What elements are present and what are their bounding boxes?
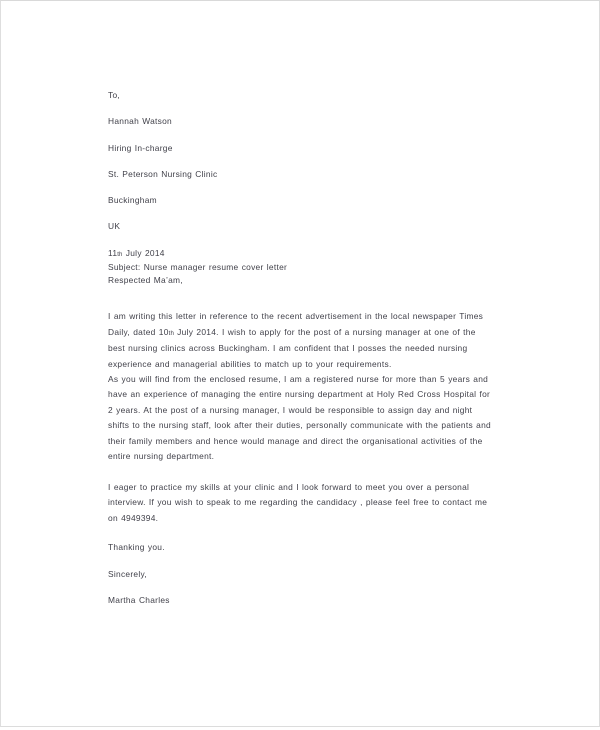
- closing-sender-name: Martha Charles: [108, 594, 170, 605]
- letter-date-ordinal: th: [117, 251, 123, 259]
- letter-body: [108, 309, 491, 526]
- recipient-organization: St. Peterson Nursing Clinic: [108, 168, 218, 179]
- letter-meta-block: [108, 247, 491, 288]
- body-paragraph-1-part-1: I am writing this letter in reference to the recent advertisement in the local newspaper Times Daily, dated 10: [108, 311, 484, 337]
- body-paragraph-2: As you will find from the enclosed resume, I am a registered nurse for more than 5 years and have an experience of managing the entire nursing department at Holy Red Cross Hospital for 2 years. At the post of a nursing manager, I would be responsible to assign day and night shifts to the nursing staff, look after their duties, personally communicate with the patients and their family members and hence would manage and direct the organisational activities of the entire nursing department.: [108, 373, 491, 461]
- letter-date-day: 11: [108, 247, 118, 258]
- body-paragraph-1-ordinal: th: [168, 330, 174, 338]
- closing-signoff: Sincerely,: [108, 568, 147, 579]
- recipient-to-label: To,: [108, 90, 121, 100]
- recipient-country: UK: [108, 221, 121, 232]
- recipient-title: Hiring In-charge: [108, 142, 173, 153]
- closing-thanks: Thanking you.: [108, 542, 165, 553]
- letter-date-rest: July 2014: [122, 247, 165, 258]
- recipient-address-block: [108, 89, 491, 233]
- letter-subject: Subject: Nurse manager resume cover letter: [108, 261, 288, 272]
- body-paragraph-1-part-2: July 2014. I wish to apply for the post of a nursing manager at one of the best nursing clinics across Buckingham. I am confident that I posses the needed nursing experience and managerial abilities to match up to your requirements.: [108, 326, 476, 369]
- letter-greeting: Respected Ma’am,: [108, 275, 183, 286]
- letter-closing-block: [108, 541, 491, 607]
- recipient-name: Hannah Watson: [108, 116, 172, 127]
- letter-date: [108, 247, 491, 261]
- letter-content: [108, 89, 491, 607]
- body-paragraph-1: [108, 309, 491, 372]
- recipient-city: Buckingham: [108, 195, 157, 206]
- body-paragraph-3: I eager to practice my skills at your clinic and I look forward to meet you over a personal interview. If you wish to speak to me regarding the candidacy , please feel free to contact me on 4949394.: [108, 481, 488, 523]
